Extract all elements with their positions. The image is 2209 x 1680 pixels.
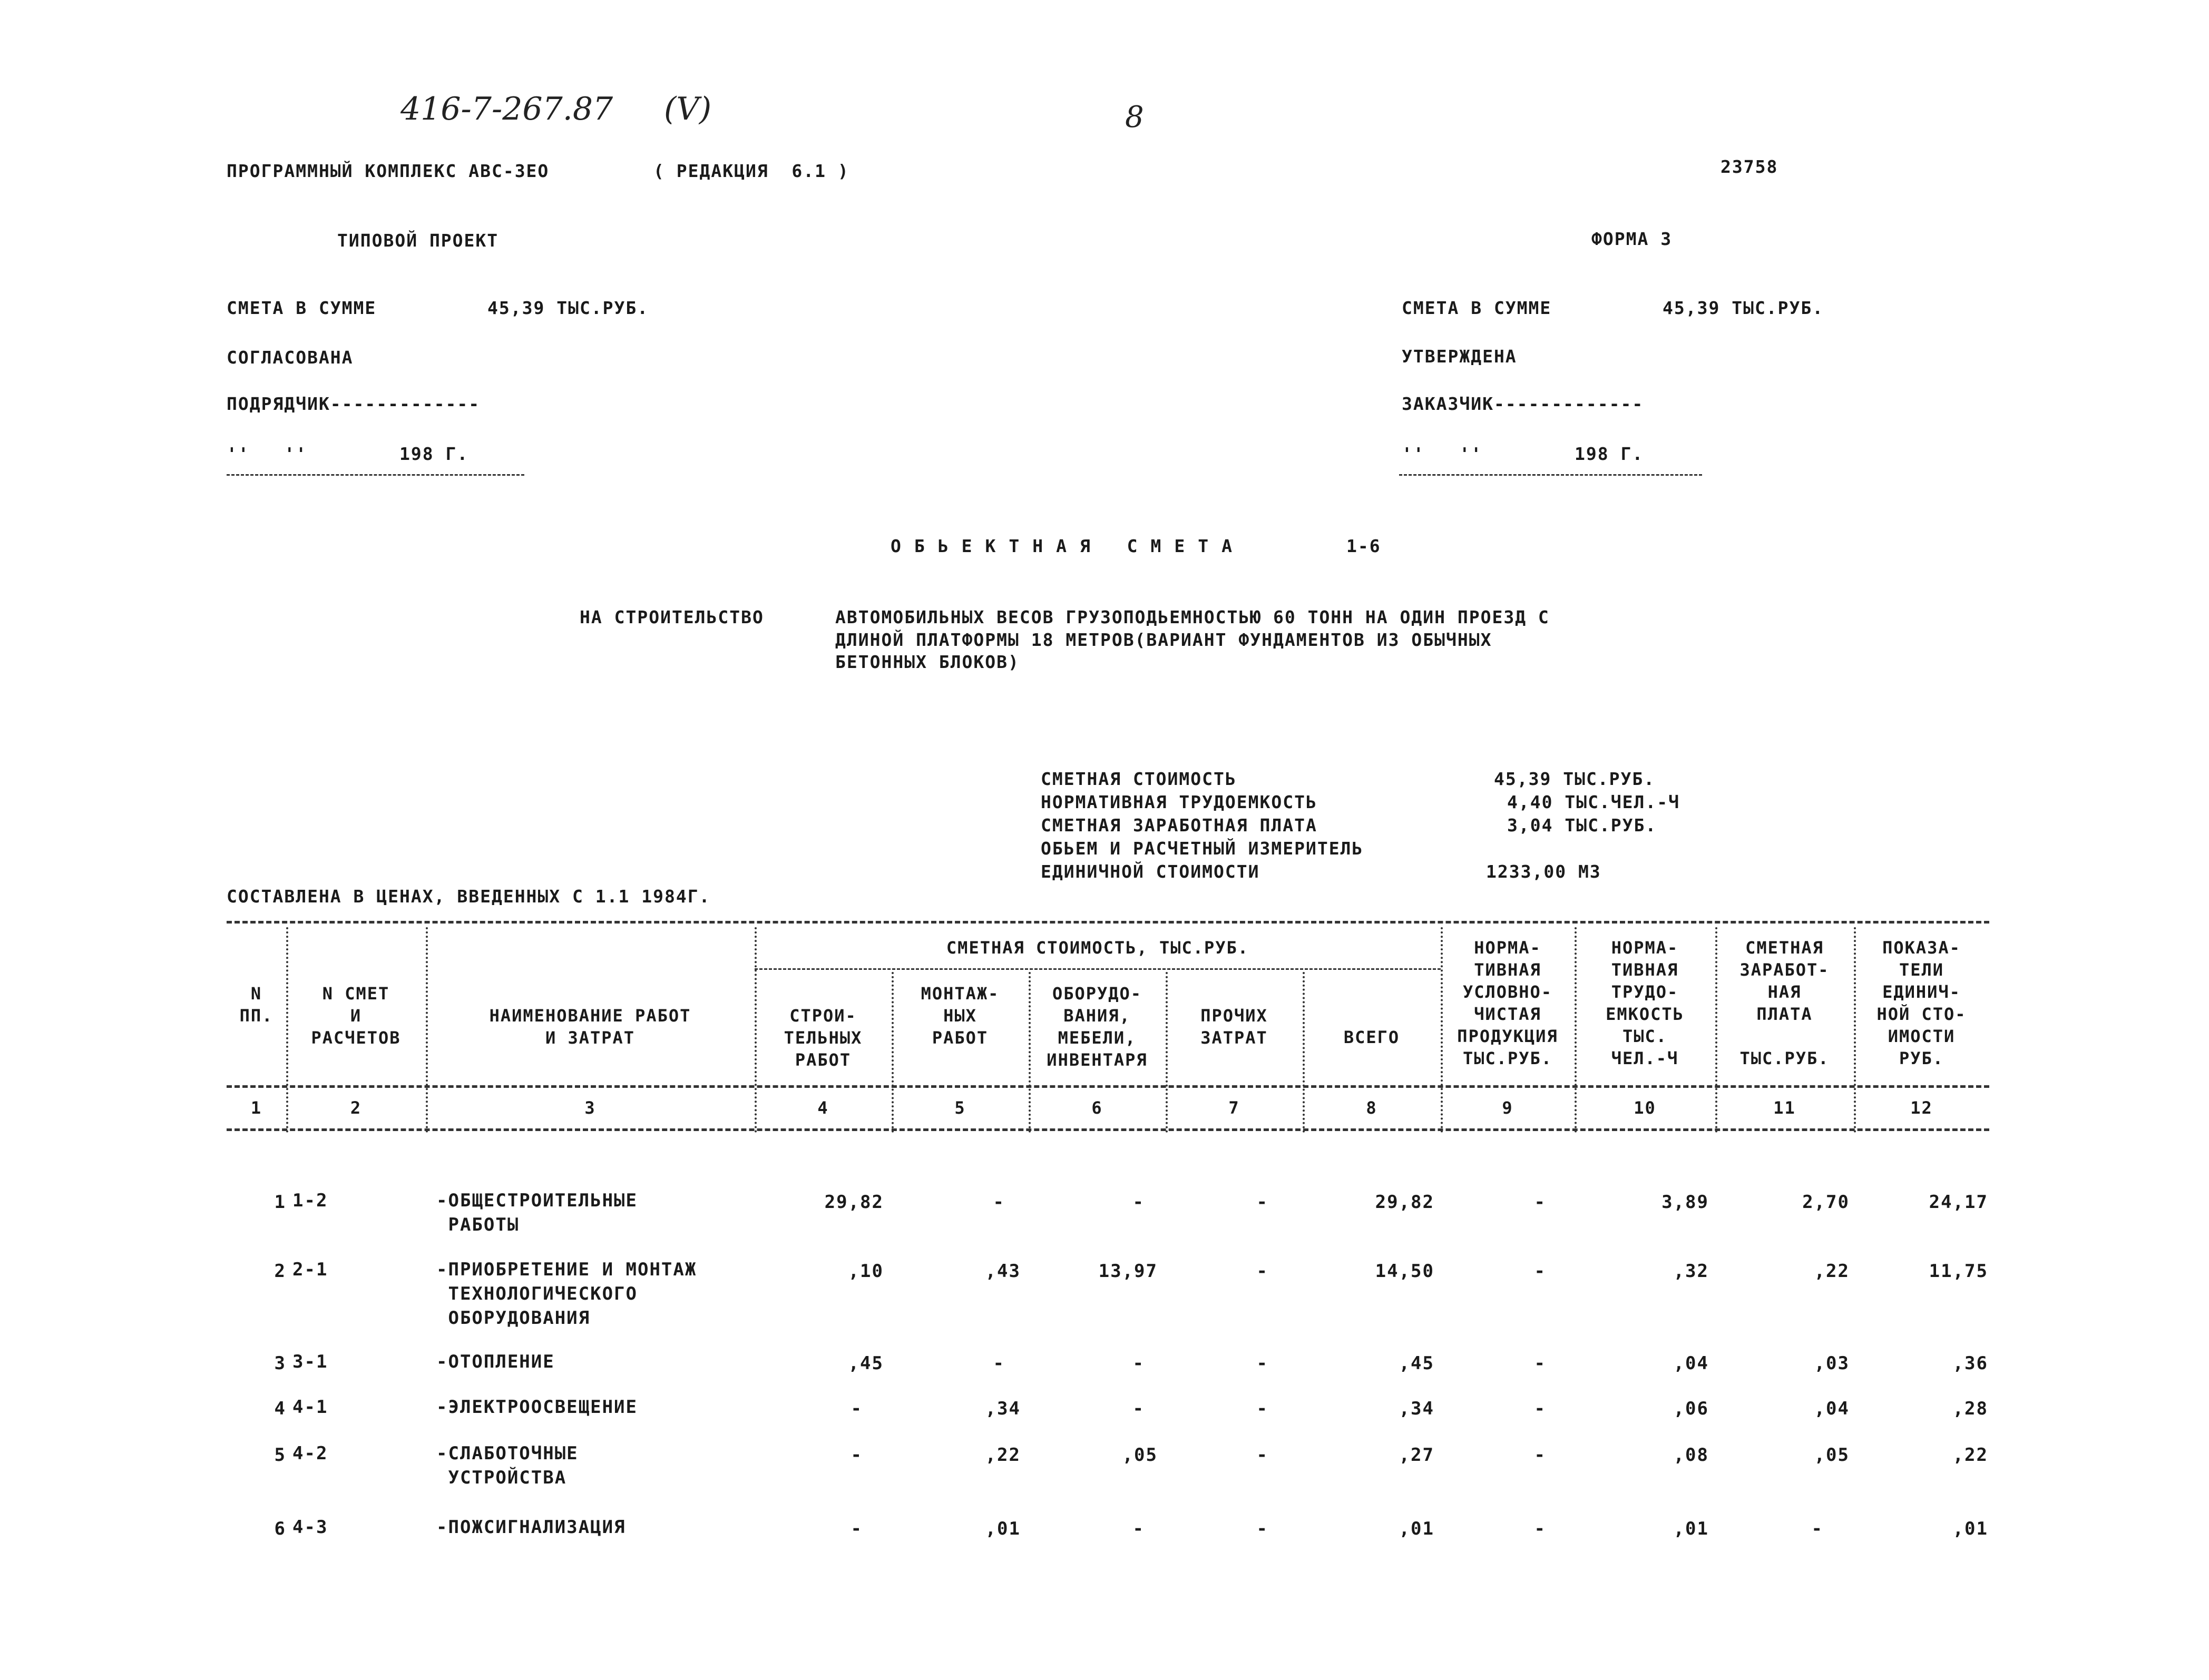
right-party: ЗАКАЗЧИК------------- <box>1402 394 1644 414</box>
row-labor: ,08 <box>1673 1445 1709 1466</box>
summary-value: 45,39 ТЫС.РУБ. <box>1494 769 1656 789</box>
row-other: - <box>1256 1398 1268 1419</box>
summary-label: ОБЬЕМ И РАСЧЕТНЫЙ ИЗМЕРИТЕЛЬ <box>1041 838 1364 859</box>
row-unit-cost: ,28 <box>1952 1398 1988 1419</box>
row-wages: ,22 <box>1814 1261 1850 1282</box>
row-other: - <box>1256 1261 1268 1282</box>
right-date: '' '' 198 Г. <box>1402 444 1644 464</box>
column-number: 9 <box>1502 1098 1513 1118</box>
column-header-other: ПРОЧИХ ЗАТРАТ <box>1200 1006 1268 1048</box>
row-total: ,45 <box>1399 1353 1434 1374</box>
header-bottom-rule <box>227 1085 1989 1088</box>
project-type: ТИПОВОЙ ПРОЕКТ <box>337 230 499 251</box>
document-title-number: 1-6 <box>1346 536 1381 556</box>
left-date: '' '' 198 Г. <box>227 444 469 464</box>
row-other: - <box>1256 1445 1268 1466</box>
row-work-name: -ОБЩЕСТРОИТЕЛЬНЫЕ РАБОТЫ <box>436 1190 638 1235</box>
row-smeta-number: 1-2 <box>292 1190 328 1211</box>
summary-label: СМЕТНАЯ ЗАРАБОТНАЯ ПЛАТА <box>1041 815 1317 836</box>
row-wages: ,04 <box>1814 1398 1850 1419</box>
row-smeta-number: 3-1 <box>292 1351 328 1372</box>
row-smeta-number: 4-2 <box>292 1443 328 1464</box>
table-top-rule <box>227 921 1989 923</box>
column-header-installation: МОНТАЖ- НЫХ РАБОТ <box>921 984 1000 1048</box>
row-wages: ,05 <box>1814 1445 1850 1466</box>
row-construction: - <box>851 1398 863 1419</box>
row-labor: ,04 <box>1673 1353 1709 1374</box>
right-date-underline <box>1399 474 1702 476</box>
row-wages: ,03 <box>1814 1353 1850 1374</box>
row-construction: - <box>851 1445 863 1466</box>
row-construction: 29,82 <box>824 1192 884 1213</box>
edition: ( РЕДАКЦИЯ 6.1 ) <box>653 161 849 181</box>
row-work-name: -ПОЖСИГНАЛИЗАЦИЯ <box>436 1517 626 1538</box>
summary-value: 3,04 ТЫС.РУБ. <box>1507 815 1657 836</box>
document-number: 23758 <box>1721 156 1778 177</box>
row-installation: ,43 <box>985 1261 1021 1282</box>
row-number: 4 <box>274 1398 286 1419</box>
row-unit-cost: 24,17 <box>1929 1192 1988 1213</box>
summary-value: 1233,00 М3 <box>1486 861 1601 882</box>
row-net-output: - <box>1534 1445 1546 1466</box>
left-sum-label: СМЕТА В СУММЕ <box>227 298 377 318</box>
group-header-rule <box>755 968 1441 970</box>
row-installation: - <box>993 1192 1005 1213</box>
column-numbers-rule <box>227 1128 1989 1131</box>
row-smeta-number: 4-3 <box>292 1517 328 1538</box>
summary-label: ЕДИНИЧНОЙ СТОИМОСТИ <box>1041 861 1260 882</box>
row-smeta-number: 2-1 <box>292 1259 328 1280</box>
column-number: 7 <box>1228 1098 1240 1118</box>
row-wages: 2,70 <box>1802 1192 1850 1213</box>
row-unit-cost: ,22 <box>1952 1445 1988 1466</box>
handwritten-project-number: 416-7-267.87 <box>400 91 613 127</box>
row-work-name: -ПРИОБРЕТЕНИЕ И МОНТАЖ ТЕХНОЛОГИЧЕСКОГО ОБОРУДОВАНИЯ <box>436 1259 697 1329</box>
row-other: - <box>1256 1353 1268 1374</box>
row-unit-cost: ,01 <box>1952 1518 1988 1539</box>
row-installation: - <box>993 1353 1005 1374</box>
summary-label: СМЕТНАЯ СТОИМОСТЬ <box>1041 769 1237 789</box>
right-status: УТВЕРЖДЕНА <box>1402 346 1517 367</box>
program-name: ПРОГРАММНЫЙ КОМПЛЕКС АВС-3ЕО <box>227 161 550 181</box>
row-net-output: - <box>1534 1518 1546 1539</box>
row-total: ,01 <box>1399 1518 1434 1539</box>
column-number: 3 <box>584 1098 596 1118</box>
subject-line-2: ДЛИНОЙ ПЛАТФОРМЫ 18 МЕТРОВ(ВАРИАНТ ФУНДАМЕНТОВ ИЗ ОБЫЧНЫХ <box>835 630 1492 650</box>
document-title: ОБЬЕКТНАЯ СМЕТА <box>891 536 1246 556</box>
row-labor: ,06 <box>1673 1398 1709 1419</box>
row-number: 2 <box>274 1261 286 1282</box>
row-labor: ,32 <box>1673 1261 1709 1282</box>
column-header-n: N ПП. <box>239 984 273 1026</box>
column-number: 5 <box>954 1098 966 1118</box>
row-work-name: -ОТОПЛЕНИЕ <box>436 1351 555 1372</box>
column-header-total: ВСЕГО <box>1343 1027 1400 1047</box>
row-equipment: 13,97 <box>1098 1261 1158 1282</box>
right-sum-value: 45,39 ТЫС.РУБ. <box>1663 298 1824 318</box>
column-number: 1 <box>250 1098 262 1118</box>
row-unit-cost: 11,75 <box>1929 1261 1988 1282</box>
summary-value: 4,40 ТЫС.ЧЕЛ.-Ч <box>1507 792 1680 812</box>
row-construction: - <box>851 1518 863 1539</box>
column-header-name: НАИМЕНОВАНИЕ РАБОТ И ЗАТРАТ <box>489 1006 691 1048</box>
column-number: 11 <box>1773 1098 1796 1118</box>
column-header-labor: НОРМА- ТИВНАЯ ТРУДО- ЕМКОСТЬ ТЫС. ЧЕЛ.-Ч <box>1606 938 1684 1068</box>
column-number: 4 <box>817 1098 829 1118</box>
row-other: - <box>1256 1518 1268 1539</box>
column-header-construction: СТРОИ- ТЕЛЬНЫХ РАБОТ <box>784 1006 863 1070</box>
row-installation: ,34 <box>985 1398 1021 1419</box>
row-installation: ,01 <box>985 1518 1021 1539</box>
row-net-output: - <box>1534 1353 1546 1374</box>
form-number: ФОРМА 3 <box>1591 229 1673 249</box>
row-unit-cost: ,36 <box>1952 1353 1988 1374</box>
row-number: 3 <box>274 1353 286 1374</box>
row-construction: ,45 <box>848 1353 884 1374</box>
left-status: СОГЛАСОВАНА <box>227 347 354 368</box>
row-equipment: - <box>1132 1518 1145 1539</box>
row-net-output: - <box>1534 1192 1546 1213</box>
column-header-wages: СМЕТНАЯ ЗАРАБОТ- НАЯ ПЛАТА ТЫС.РУБ. <box>1739 938 1830 1068</box>
row-equipment: - <box>1132 1192 1145 1213</box>
row-work-name: -СЛАБОТОЧНЫЕ УСТРОЙСТВА <box>436 1443 579 1488</box>
left-party: ПОДРЯДЧИК------------- <box>227 394 481 414</box>
column-number: 8 <box>1366 1098 1377 1118</box>
group-header: СМЕТНАЯ СТОИМОСТЬ, ТЫС.РУБ. <box>946 938 1249 958</box>
row-number: 5 <box>274 1445 286 1466</box>
row-number: 1 <box>274 1192 286 1213</box>
left-date-underline <box>227 474 524 476</box>
row-work-name: -ЭЛЕКТРООСВЕЩЕНИЕ <box>436 1397 638 1418</box>
row-equipment: - <box>1132 1398 1145 1419</box>
row-net-output: - <box>1534 1398 1546 1419</box>
column-header-net-output: НОРМА- ТИВНАЯ УСЛОВНО- ЧИСТАЯ ПРОДУКЦИЯ ТЫС.РУБ. <box>1457 938 1558 1068</box>
subject-line-3: БЕТОННЫХ БЛОКОВ) <box>835 652 1020 672</box>
column-number: 10 <box>1634 1098 1656 1118</box>
column-number: 12 <box>1910 1098 1933 1118</box>
prices-note: СОСТАВЛЕНА В ЦЕНАХ, ВВЕДЕННЫХ С 1.1 1984Г. <box>227 886 711 907</box>
handwritten-page-number: 8 <box>1125 100 1144 134</box>
row-smeta-number: 4-1 <box>292 1397 328 1418</box>
row-labor: 3,89 <box>1661 1192 1709 1213</box>
row-construction: ,10 <box>848 1261 884 1282</box>
row-equipment: ,05 <box>1122 1445 1158 1466</box>
summary-label: НОРМАТИВНАЯ ТРУДОЕМКОСТЬ <box>1041 792 1317 812</box>
left-sum-value: 45,39 ТЫС.РУБ. <box>487 298 649 318</box>
handwritten-mark: (V) <box>664 91 712 127</box>
subject-prefix: НА СТРОИТЕЛЬСТВО <box>580 607 764 627</box>
row-total: ,34 <box>1399 1398 1434 1419</box>
column-header-smeta: N СМЕТ И РАСЧЕТОВ <box>311 984 401 1048</box>
column-number: 6 <box>1091 1098 1103 1118</box>
column-header-unit-cost: ПОКАЗА- ТЕЛИ ЕДИНИЧ- НОЙ СТО- ИМОСТИ РУБ. <box>1876 938 1967 1068</box>
row-total: ,27 <box>1399 1445 1434 1466</box>
column-number: 2 <box>350 1098 362 1118</box>
row-labor: ,01 <box>1673 1518 1709 1539</box>
right-sum-label: СМЕТА В СУММЕ <box>1402 298 1552 318</box>
row-total: 29,82 <box>1375 1192 1434 1213</box>
row-wages: - <box>1811 1518 1823 1539</box>
row-installation: ,22 <box>985 1445 1021 1466</box>
row-total: 14,50 <box>1375 1261 1434 1282</box>
row-other: - <box>1256 1192 1268 1213</box>
column-header-equipment: ОБОРУДО- ВАНИЯ, МЕБЕЛИ, ИНВЕНТАРЯ <box>1047 984 1148 1070</box>
row-net-output: - <box>1534 1261 1546 1282</box>
subject-line-1: АВТОМОБИЛЬНЫХ ВЕСОВ ГРУЗОПОДЬЕМНОСТЬЮ 60 ТОНН НА ОДИН ПРОЕЗД С <box>835 607 1550 627</box>
row-number: 6 <box>274 1518 286 1539</box>
row-equipment: - <box>1132 1353 1145 1374</box>
